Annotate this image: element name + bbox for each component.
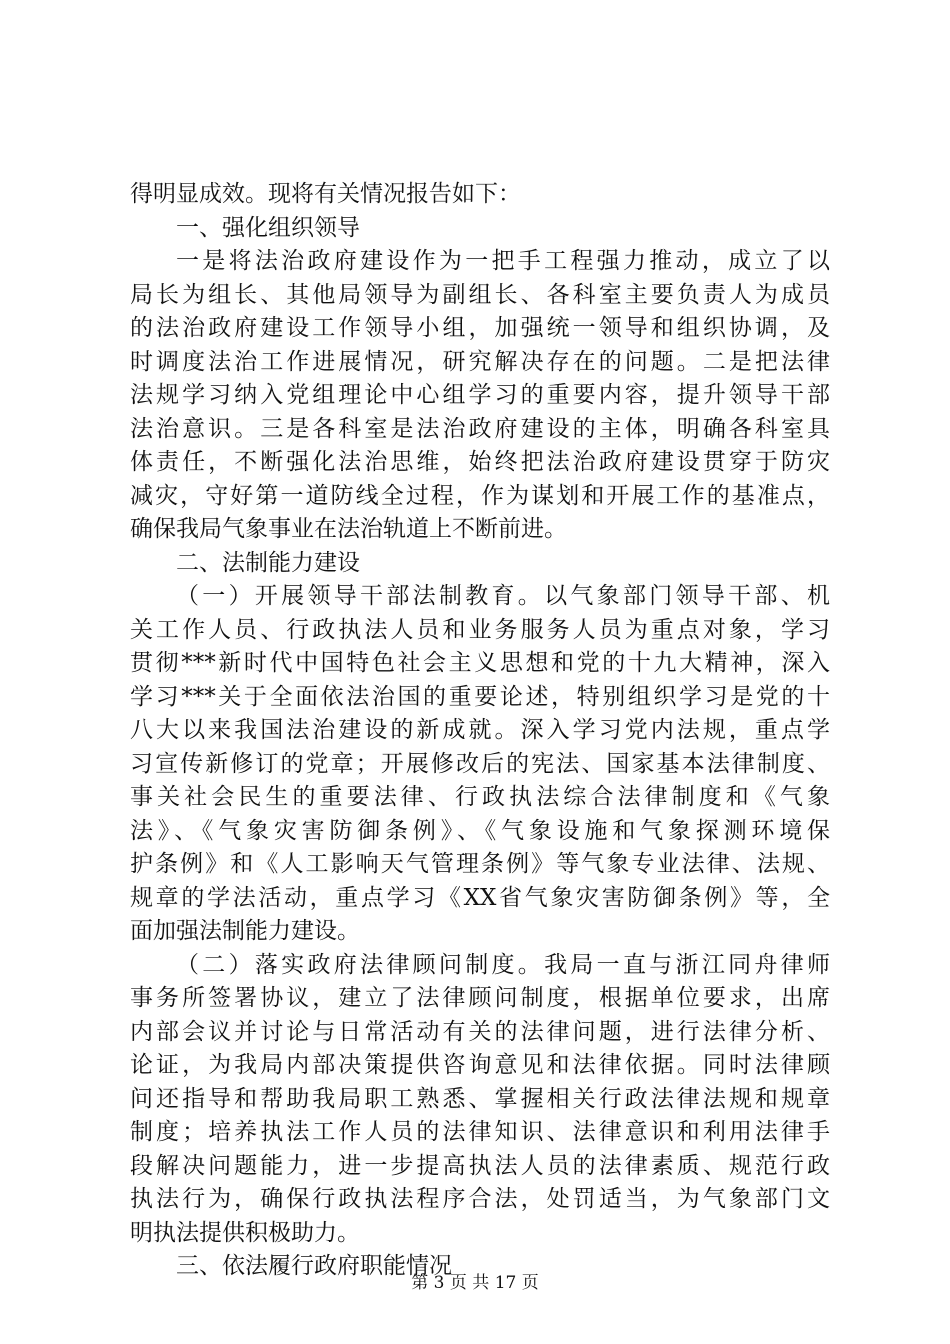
paragraph-line: 事关社会民生的重要法律、行政执法综合法律制度和《气象: [130, 784, 830, 810]
paragraph-line: 局长为组长、其他局领导为副组长、各科室主要负责人为成员: [130, 281, 830, 308]
section-heading: 二、法制能力建设: [176, 549, 360, 576]
paragraph-line: 护条例》和《人工影响天气管理条例》等气象专业法律、法规、: [130, 851, 830, 877]
paragraph-line: 明执法提供积极助力。: [130, 1219, 360, 1246]
paragraph-line: （二）落实政府法律顾问制度。我局一直与浙江同舟律师: [176, 951, 830, 978]
paragraph-line: 一是将法治政府建设作为一把手工程强力推动，成立了以: [176, 248, 830, 274]
paragraph-line: 习宣传新修订的党章；开展修改后的宪法、国家基本法律制度、: [130, 750, 830, 777]
paragraph-line: 关工作人员、行政执法人员和业务服务人员为重点对象，学习: [130, 616, 830, 643]
paragraph-line: 面加强法制能力建设。: [130, 918, 360, 944]
paragraph-line: 事务所签署协议，建立了法律顾问制度，根据单位要求，出席: [130, 985, 830, 1011]
paragraph-line: 得明显成效。现将有关情况报告如下：: [130, 181, 521, 207]
paragraph-line: 减灾，守好第一道防线全过程，作为谋划和开展工作的基准点，: [130, 482, 830, 509]
paragraph-line: 的法治政府建设工作领导小组，加强统一领导和组织协调，及: [130, 315, 830, 341]
paragraph-line: 时调度法治工作进展情况，研究解决存在的问题。二是把法律: [130, 348, 830, 375]
paragraph-line: 学习***关于全面依法治国的重要论述，特别组织学习是党的十: [130, 683, 830, 710]
paragraph-line: 问还指导和帮助我局职工熟悉、掌握相关行政法律法规和规章: [130, 1085, 830, 1112]
paragraph-line: 法治意识。三是各科室是法治政府建设的主体，明确各科室具: [130, 415, 830, 442]
section-heading: 三、依法履行政府职能情况: [176, 1253, 452, 1279]
document-body: [130, 178, 830, 1284]
paragraph-line: 体责任，不断强化法治思维，始终把法治政府建设贯穿于防灾: [130, 449, 830, 475]
paragraph-line: 制度；培养执法工作人员的法律知识、法律意识和利用法律手: [130, 1119, 830, 1145]
paragraph-line: 执法行为，确保行政执法程序合法，处罚适当，为气象部门文: [130, 1186, 830, 1212]
paragraph-line: 段解决问题能力，进一步提高执法人员的法律素质、规范行政: [130, 1152, 830, 1179]
paragraph-line: 贯彻***新时代中国特色社会主义思想和党的十九大精神，深入: [130, 650, 830, 676]
paragraph-line: 法规学习纳入党组理论中心组学习的重要内容，提升领导干部: [130, 382, 830, 408]
paragraph-line: 内部会议并讨论与日常活动有关的法律问题，进行法律分析、: [130, 1018, 830, 1045]
paragraph-line: 法》、《气象灾害防御条例》、《气象设施和气象探测环境保: [130, 817, 830, 844]
section-heading: 一、强化组织领导: [176, 214, 360, 241]
paragraph-line: 规章的学法活动，重点学习《XX省气象灾害防御条例》等，全: [130, 884, 830, 911]
paragraph-line: 确保我局气象事业在法治轨道上不断前进。: [130, 516, 567, 542]
paragraph-line: 八大以来我国法治建设的新成就。深入学习党内法规，重点学: [130, 717, 830, 743]
page-number-footer: 第 3 页 共 17 页: [411, 1273, 539, 1293]
paragraph-line: 论证，为我局内部决策提供咨询意见和法律依据。同时法律顾: [130, 1052, 830, 1078]
paragraph-line: （一）开展领导干部法制教育。以气象部门领导干部、机: [176, 583, 830, 609]
